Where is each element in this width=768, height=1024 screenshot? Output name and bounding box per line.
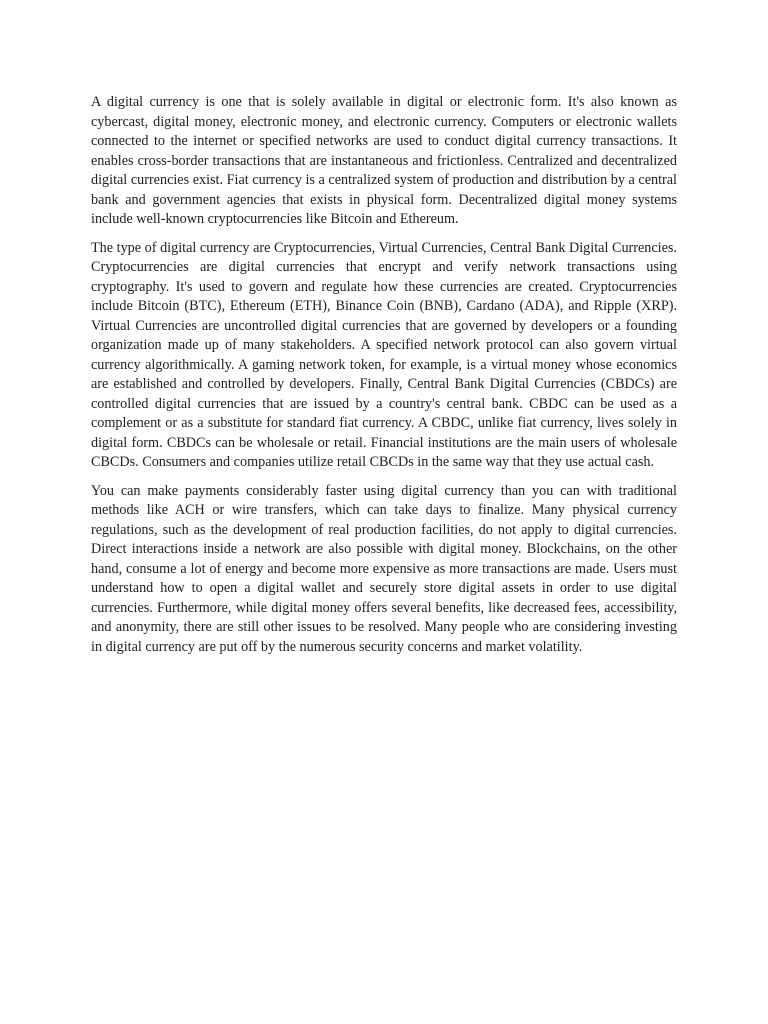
paragraph-types: The type of digital currency are Cryptocurrencies, Virtual Currencies, Central Bank Digital Currencies. Cryptocurrencies are digital currencies that encrypt and verify network transactions using cryptography. It's used to govern and regulate how these currencies are created. Cryptocurrencies include Bitcoin (BTC), Ethereum (ETH), Binance Coin (BNB), Cardano (ADA), and Ripple (XRP). Virtual Currencies are uncontrolled digital currencies that are governed by developers or a founding organization made up of many stakeholders. A specified network protocol can also govern virtual currency algorithmically. A gaming network token, for example, is a virtual money whose economics are established and controlled by developers. Finally, Central Bank Digital Currencies (CBDCs) are controlled digital currencies that are issued by a country's central bank. CBDC can be used as a complement or as a substitute for standard fiat currency. A CBDC, unlike fiat currency, lives solely in digital form. CBDCs can be wholesale or retail. Financial institutions are the main users of wholesale CBCDs. Consumers and companies utilize retail CBCDs in the same way that they use actual cash. <box>91 239 677 470</box>
document-body <box>91 93 677 666</box>
paragraph-benefits-issues: You can make payments considerably faster using digital currency than you can with traditional methods like ACH or wire transfers, which can take days to finalize. Many physical currency regulations, such as the development of real production facilities, do not apply to digital currencies. Direct interactions inside a network are also possible with digital money. Blockchains, on the other hand, consume a lot of energy and become more expensive as more transactions are made. Users must understand how to open a digital wallet and securely store digital assets in order to use digital currencies. Furthermore, while digital money offers several benefits, like decreased fees, accessibility, and anonymity, there are still other issues to be resolved. Many people who are considering investing in digital currency are put off by the numerous security concerns and market volatility. <box>91 482 677 655</box>
paragraph-intro: A digital currency is one that is solely available in digital or electronic form. It's also known as cybercast, digital money, electronic money, and electronic currency. Computers or electronic wallets connected to the internet or specified networks are used to conduct digital currency transactions. It enables cross-border transactions that are instantaneous and frictionless. Centralized and decentralized digital currencies exist. Fiat currency is a centralized system of production and distribution by a central bank and government agencies that exists in physical form. Decentralized digital money systems include well-known cryptocurrencies like Bitcoin and Ethereum. <box>91 94 677 227</box>
